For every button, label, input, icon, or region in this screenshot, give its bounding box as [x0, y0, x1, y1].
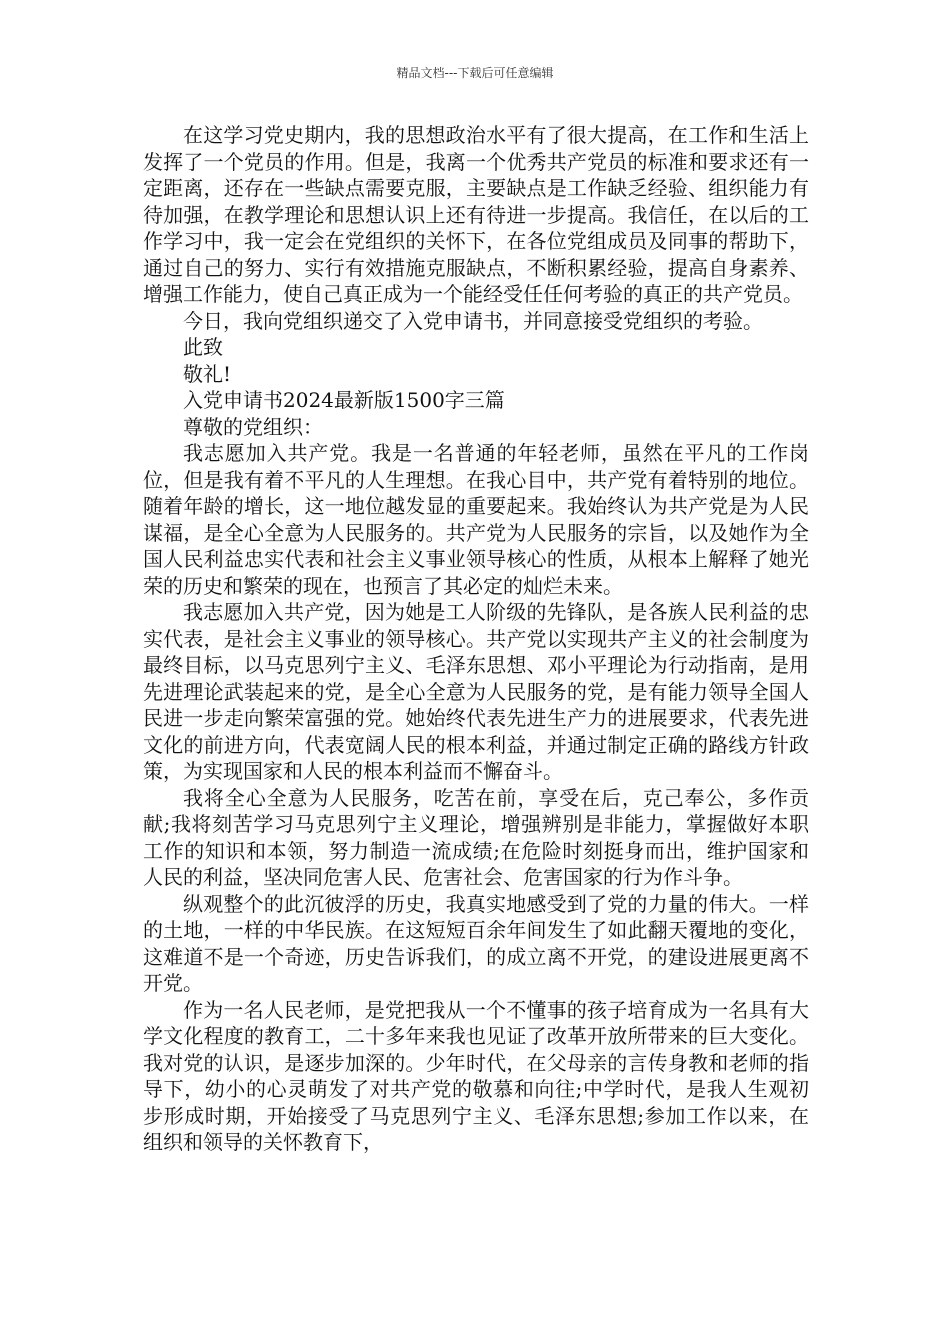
section-title: 入党申请书2024最新版1500字三篇	[183, 388, 505, 412]
paragraph-self-assessment: 在这学习党史期内，我的思想政治水平有了很大提高，在工作和生活上发挥了一个党员的作用。但是，我离一个优秀共产党员的标准和要求还有一定距离，还存在一些缺点需要克服，主要缺点是工作缺乏经验、组织能力有待加强，在教学理论和思想认识上还有待进一步提高。我信任，在以后的工作学习中，我一定会在党组织的关怀下，在各位党组成员及同事的帮助下，通过自己的努力、实行有效措施克服缺点，不断积累经验，提高自身素养、增强工作能力，使自己真正成为一个能经受任任何考验的真正的共产党员。	[143, 123, 809, 306]
closing-regards: 此致	[183, 335, 223, 359]
paragraph-vanguard: 我志愿加入共产党，因为她是工人阶级的先锋队，是各族人民利益的忠实代表，是社会主义事业的领导核心。共产党以实现共产主义的社会制度为最终目标，以马克思列宁主义、毛泽东思想、邓小平理论为行动指南，是用先进理论武装起来的党，是全心全意为人民服务的党，是有能力领导全国人民进一步走向繁荣富强的党。她始终代表先进生产力的进展要求，代表先进文化的前进方向，代表宽阔人民的根本利益，并通过制定正确的路线方针政策，为实现国家和人民的根本利益而不懈奋斗。	[143, 600, 809, 783]
document-body	[143, 122, 809, 1156]
paragraph-commitment: 我将全心全意为人民服务，吃苦在前，享受在后，克己奉公，多作贡献;我将刻苦学习马克思列宁主义理论，增强辨别是非能力，掌握做好本职工作的知识和本领，努力制造一流成绩;在危险时刻挺身而出，维护国家和人民的利益，坚决同危害人民、危害社会、危害国家的行为作斗争。	[143, 785, 809, 889]
paragraph-teacher: 作为一名人民老师，是党把我从一个不懂事的孩子培育成为一名具有大学文化程度的教育工，二十多年来我也见证了改革开放所带来的巨大变化。我对党的认识，是逐步加深的。少年时代，在父母亲的言传身教和老师的指导下，幼小的心灵萌发了对共产党的敬慕和向往;中学时代，是我人生观初步形成时期，开始接受了马克思列宁主义、毛泽东思想;参加工作以来，在组织和领导的关怀教育下，	[143, 997, 809, 1154]
closing-salute: 敬礼!	[183, 361, 232, 386]
salutation: 尊敬的党组织：	[183, 414, 323, 439]
paragraph-history: 纵观整个的此沉彼浮的历史，我真实地感受到了党的力量的伟大。一样的土地，一样的中华民族。在这短短百余年间发生了如此翻天覆地的变化，这难道不是一个奇迹，历史告诉我们，的成立离不开党，的建设进展更离不开党。	[143, 891, 809, 995]
page-header-watermark: 精品文档---下载后可任意编辑	[396, 66, 554, 80]
paragraph-join-party: 我志愿加入共产党。我是一名普通的年轻老师，虽然在平凡的工作岗位，但是我有着不平凡的人生理想。在我心目中，共产党有着特别的地位。随着年龄的增长，这一地位越发显的重要起来。我始终认为共产党是为人民谋福，是全心全意为人民服务的。共产党为人民服务的宗旨，以及她作为全国人民利益忠实代表和社会主义事业领导核心的性质，从根本上解释了她光荣的历史和繁荣的现在，也预言了其必定的灿烂未来。	[143, 441, 809, 598]
paragraph-submission: 今日，我向党组织递交了入党申请书，并同意接受党组织的考验。	[183, 308, 763, 333]
